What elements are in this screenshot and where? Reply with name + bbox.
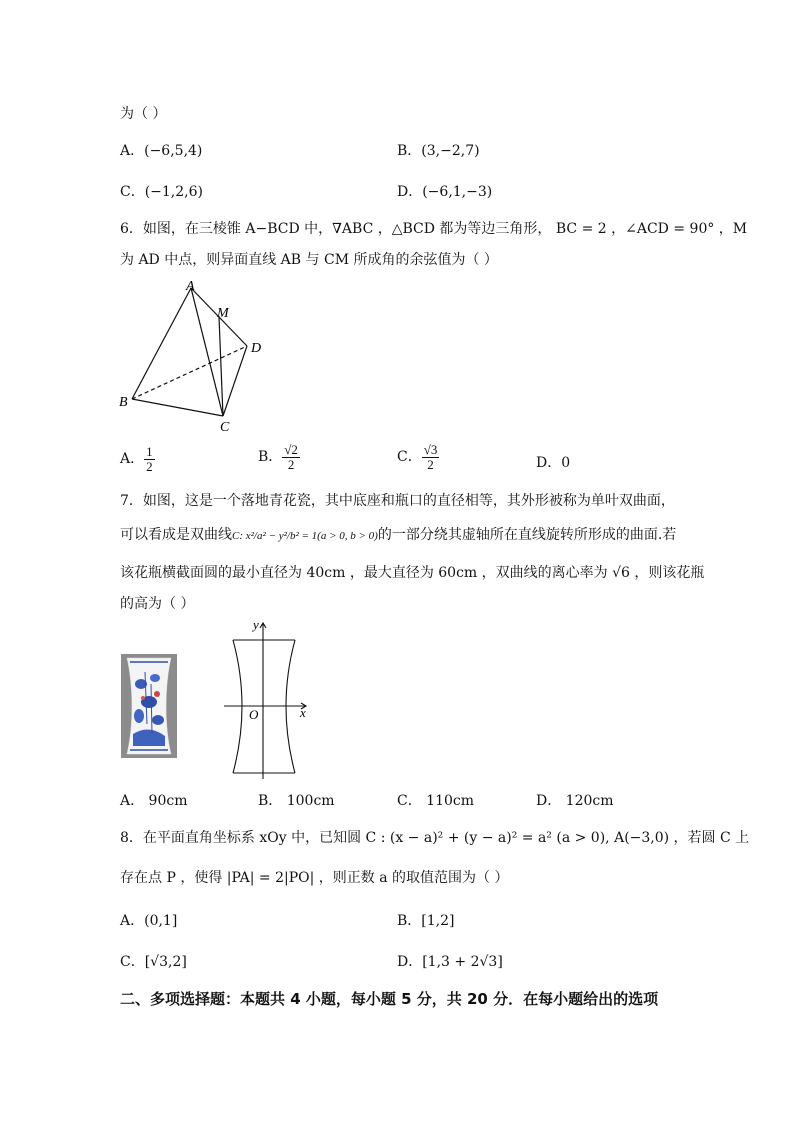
label-c: C	[220, 420, 230, 435]
q7-stem-line4: 的高为（ ）	[120, 596, 195, 612]
edge-cd	[223, 346, 247, 416]
section-2-heading: 二、多项选择题：本题共 4 小题，每小题 5 分，共 20 分．在每小题给出的选项	[120, 990, 659, 1008]
q8-stem-line1: 8．在平面直角坐标系 xOy 中，已知圆 C : (x − a)² + (y − a)² = a² (a > 0), A(−3,0) ，若圆 C 上	[120, 830, 750, 846]
denominator: 2	[287, 456, 295, 472]
q8-option-d: D．[1,3 + 2√3]	[397, 954, 503, 970]
q7-option-c: C． 110cm	[397, 793, 474, 809]
q6-option-c	[397, 443, 439, 471]
q6-option-b-fraction	[282, 443, 300, 471]
q7-line2-post: 的一部分绕其虚轴所在直线旋转所形成的曲面.若	[377, 527, 677, 543]
q6-option-b	[258, 443, 300, 471]
q6-option-c-prefix: C．	[397, 449, 422, 466]
y-axis-label: y	[253, 617, 259, 632]
numerator: 1	[146, 444, 153, 459]
q6-option-a-fraction	[144, 445, 155, 473]
q6-option-b-prefix: B．	[258, 449, 283, 466]
tetrahedron-figure	[115, 278, 265, 438]
q7-option-d: D． 120cm	[536, 793, 614, 809]
q5-option-d: D．(−6,1,−3)	[397, 184, 493, 200]
q7-option-a: A． 90cm	[120, 793, 188, 809]
hyperbola-figure	[220, 615, 320, 783]
denominator: 2	[146, 458, 153, 474]
q7-option-b: B． 100cm	[258, 793, 335, 809]
q7-stem-line1: 7．如图，这是一个落地青花瓷，其中底座和瓶口的直径相等，其外形被称为单叶双曲面，	[120, 493, 675, 509]
q5-option-c: C．(−1,2,6)	[120, 184, 203, 200]
origin-label: O	[249, 707, 259, 722]
q7-stem-line2	[120, 524, 676, 544]
numerator: √2	[284, 442, 298, 457]
edge-bc	[132, 399, 223, 416]
q7-stem-line3: 该花瓶横截面圆的最小直径为 40cm ，最大直径为 60cm ，双曲线的离心率为 √6 ，则该花瓶	[120, 565, 705, 581]
label-d: D	[251, 341, 262, 356]
edge-bd-hidden	[132, 346, 247, 399]
edge-ab	[132, 288, 191, 399]
q8-option-b: B．[1,2]	[397, 913, 455, 929]
q8-option-a: A．(0,1]	[120, 913, 178, 929]
q8-stem-line2: 存在点 P ，使得 |PA| = 2|PO| ，则正数 a 的取值范围为（ ）	[120, 870, 509, 886]
x-axis-label: x	[300, 705, 306, 720]
label-b: B	[119, 395, 128, 410]
q6-option-a-prefix: A．	[120, 451, 145, 468]
label-m: M	[217, 306, 229, 321]
q6-option-a	[120, 445, 155, 473]
numerator: √3	[423, 442, 438, 457]
q6-option-d: D．0	[536, 455, 571, 471]
q6-stem-line2: 为 AD 中点，则异面直线 AB 与 CM 所成角的余弦值为（ ）	[120, 252, 498, 268]
q7-line2-pre: 可以看成是双曲线	[120, 527, 232, 543]
q5-option-b: B．(3,−2,7)	[397, 143, 480, 159]
q6-stem-line1: 6．如图，在三棱锥 A−BCD 中，∇ABC ，△BCD 都为等边三角形， BC = 2 ，∠ACD = 90° ，M	[120, 221, 748, 237]
q5-option-a: A．(−6,5,4)	[120, 143, 203, 159]
q8-option-c: C．[√3,2]	[120, 954, 187, 970]
question-continuation: 为（ ）	[120, 106, 167, 122]
denominator: 2	[427, 456, 434, 472]
q6-option-c-fraction	[422, 443, 440, 471]
label-a: A	[186, 279, 195, 294]
hyperbola-equation: C: x²/a² − y²/b² = 1(a > 0, b > 0)	[232, 530, 378, 542]
vase-photo	[121, 654, 177, 758]
